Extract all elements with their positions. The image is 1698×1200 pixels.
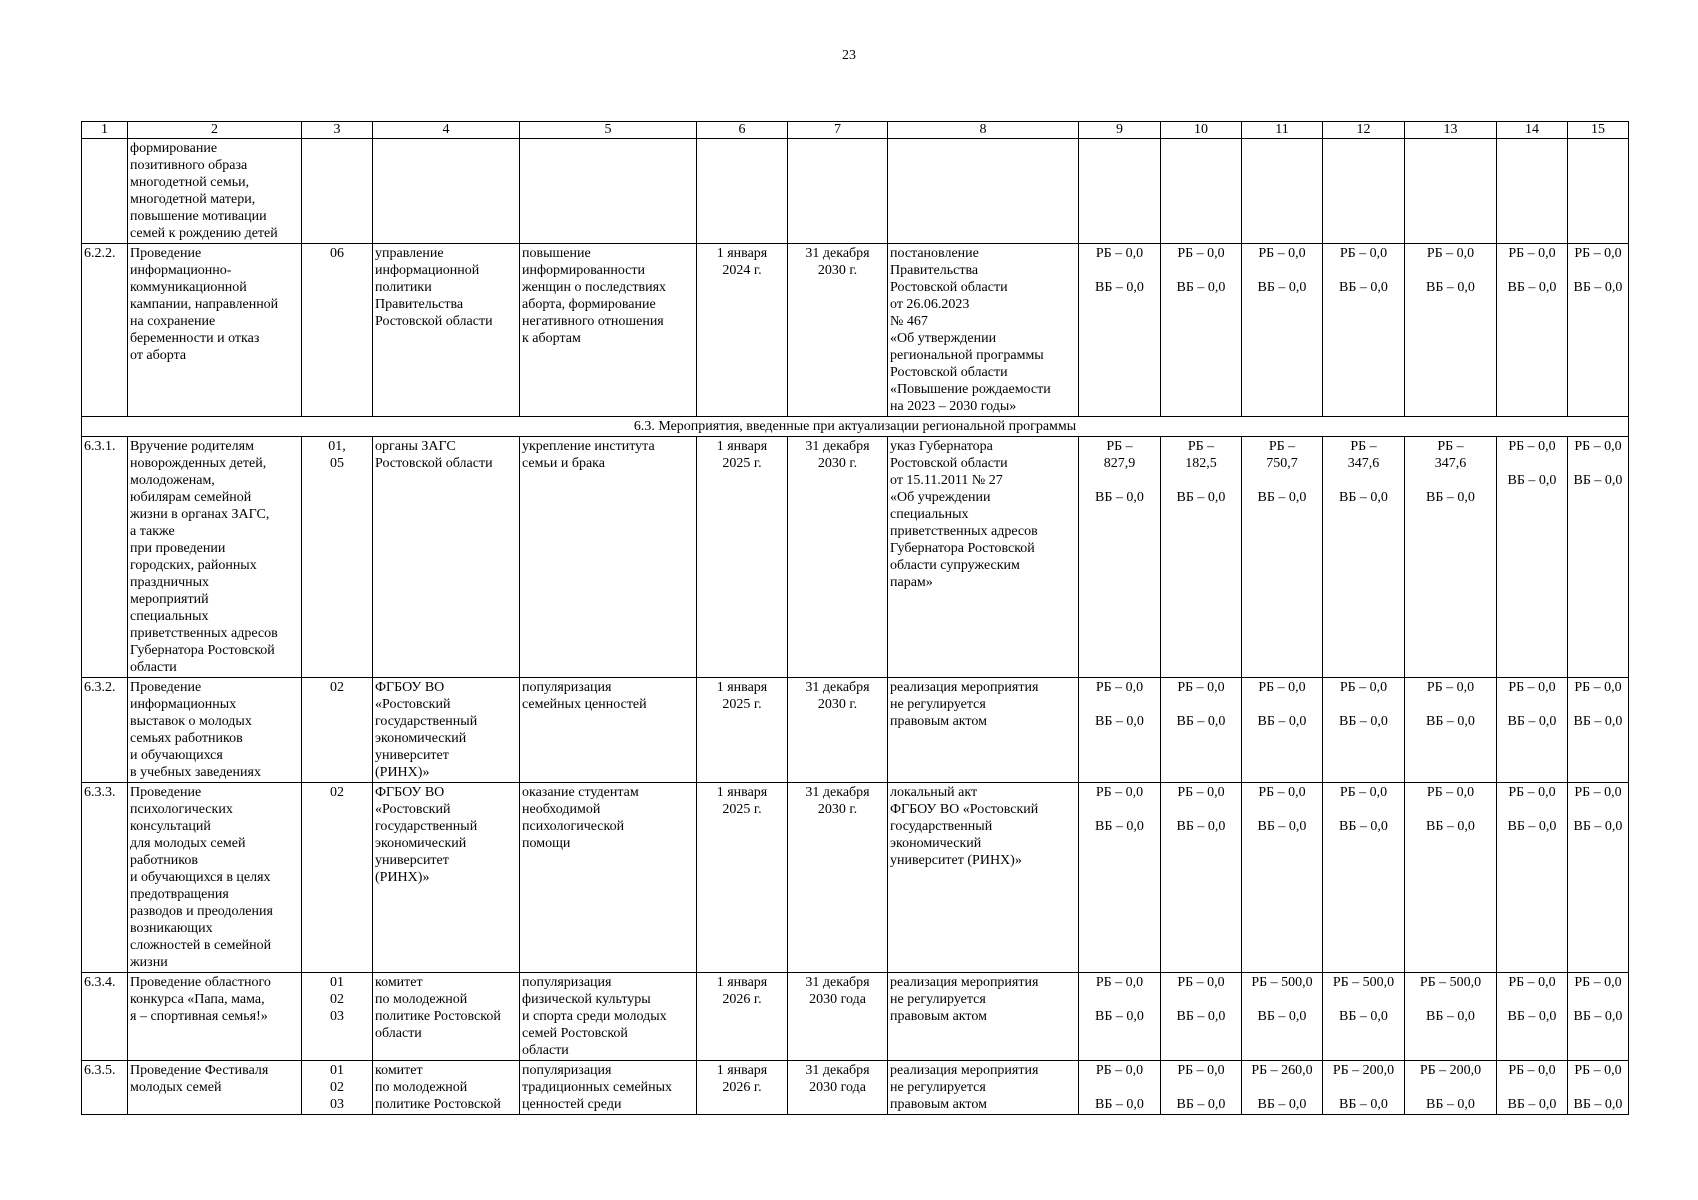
funding-cell-col-10 bbox=[1161, 139, 1242, 244]
legal-act-cell: реализация мероприятия не регулируется правовым актом bbox=[888, 1061, 1079, 1115]
funding-cell-col-14: РБ – 0,0 ВБ – 0,0 bbox=[1497, 973, 1568, 1061]
column-number-13: 13 bbox=[1405, 122, 1497, 139]
funding-cell-col-13: РБ – 347,6 ВБ – 0,0 bbox=[1405, 437, 1497, 678]
executor-cell: ФГБОУ ВО «Ростовский государственный экономический университет (РИНХ)» bbox=[373, 783, 520, 973]
table-row bbox=[82, 678, 1629, 783]
end-date-cell: 31 декабря 2030 г. bbox=[788, 244, 888, 417]
funding-cell-col-10: РБ – 0,0 ВБ – 0,0 bbox=[1161, 783, 1242, 973]
code-cell: 02 bbox=[302, 783, 373, 973]
executor-cell: органы ЗАГС Ростовской области bbox=[373, 437, 520, 678]
measure-name-cell: формирование позитивного образа многодетной семьи, многодетной матери, повышение мотивации семей к рождению детей bbox=[128, 139, 302, 244]
funding-cell-col-11: РБ – 500,0 ВБ – 0,0 bbox=[1242, 973, 1323, 1061]
start-date-cell bbox=[697, 139, 788, 244]
executor-cell bbox=[373, 139, 520, 244]
start-date-cell: 1 января 2026 г. bbox=[697, 1061, 788, 1115]
executor-cell: комитет по молодежной политике Ростовской bbox=[373, 1061, 520, 1115]
expected-result-cell: популяризация физической культуры и спорта среди молодых семей Ростовской области bbox=[520, 973, 697, 1061]
legal-act-cell: локальный акт ФГБОУ ВО «Ростовский государственный экономический университет (РИНХ)» bbox=[888, 783, 1079, 973]
funding-cell-col-12: РБ – 347,6 ВБ – 0,0 bbox=[1323, 437, 1405, 678]
column-number-1: 1 bbox=[82, 122, 128, 139]
funding-cell-col-14: РБ – 0,0 ВБ – 0,0 bbox=[1497, 783, 1568, 973]
column-number-11: 11 bbox=[1242, 122, 1323, 139]
start-date-cell: 1 января 2025 г. bbox=[697, 678, 788, 783]
funding-cell-col-9: РБ – 0,0 ВБ – 0,0 bbox=[1079, 973, 1161, 1061]
item-number-cell: 6.3.4. bbox=[82, 973, 128, 1061]
legal-act-cell: реализация мероприятия не регулируется правовым актом bbox=[888, 678, 1079, 783]
measure-name-cell: Проведение Фестиваля молодых семей bbox=[128, 1061, 302, 1115]
funding-cell-col-12: РБ – 0,0 ВБ – 0,0 bbox=[1323, 244, 1405, 417]
item-number-cell: 6.3.1. bbox=[82, 437, 128, 678]
expected-result-cell bbox=[520, 139, 697, 244]
measure-name-cell: Проведение информационных выставок о молодых семьях работников и обучающихся в учебных заведениях bbox=[128, 678, 302, 783]
column-number-7: 7 bbox=[788, 122, 888, 139]
table-body bbox=[82, 122, 1629, 1115]
funding-cell-col-9: РБ – 827,9 ВБ – 0,0 bbox=[1079, 437, 1161, 678]
end-date-cell: 31 декабря 2030 года bbox=[788, 973, 888, 1061]
legal-act-cell: постановление Правительства Ростовской области от 26.06.2023 № 467 «Об утверждении региональной программы Ростовской области «Повышение рождаемости на 2023 – 2030 годы» bbox=[888, 244, 1079, 417]
funding-cell-col-13: РБ – 200,0 ВБ – 0,0 bbox=[1405, 1061, 1497, 1115]
funding-cell-col-10: РБ – 0,0 ВБ – 0,0 bbox=[1161, 678, 1242, 783]
expected-result-cell: популяризация семейных ценностей bbox=[520, 678, 697, 783]
legal-act-cell bbox=[888, 139, 1079, 244]
table-row bbox=[82, 139, 1629, 244]
funding-cell-col-10: РБ – 0,0 ВБ – 0,0 bbox=[1161, 244, 1242, 417]
column-number-2: 2 bbox=[128, 122, 302, 139]
end-date-cell: 31 декабря 2030 г. bbox=[788, 678, 888, 783]
funding-cell-col-12 bbox=[1323, 139, 1405, 244]
funding-cell-col-14: РБ – 0,0 ВБ – 0,0 bbox=[1497, 1061, 1568, 1115]
funding-cell-col-13: РБ – 0,0 ВБ – 0,0 bbox=[1405, 678, 1497, 783]
column-number-15: 15 bbox=[1568, 122, 1629, 139]
start-date-cell: 1 января 2025 г. bbox=[697, 437, 788, 678]
page-number: 23 bbox=[842, 48, 856, 63]
column-number-9: 9 bbox=[1079, 122, 1161, 139]
executor-cell: управление информационной политики Правительства Ростовской области bbox=[373, 244, 520, 417]
expected-result-cell: повышение информированности женщин о последствиях аборта, формирование негативного отношения к абортам bbox=[520, 244, 697, 417]
end-date-cell: 31 декабря 2030 г. bbox=[788, 783, 888, 973]
funding-cell-col-9: РБ – 0,0 ВБ – 0,0 bbox=[1079, 244, 1161, 417]
start-date-cell: 1 января 2024 г. bbox=[697, 244, 788, 417]
end-date-cell: 31 декабря 2030 года bbox=[788, 1061, 888, 1115]
funding-cell-col-10: РБ – 182,5 ВБ – 0,0 bbox=[1161, 437, 1242, 678]
funding-cell-col-12: РБ – 200,0 ВБ – 0,0 bbox=[1323, 1061, 1405, 1115]
column-number-14: 14 bbox=[1497, 122, 1568, 139]
funding-cell-col-14: РБ – 0,0 ВБ – 0,0 bbox=[1497, 244, 1568, 417]
funding-cell-col-9 bbox=[1079, 139, 1161, 244]
funding-cell-col-15: РБ – 0,0 ВБ – 0,0 bbox=[1568, 678, 1629, 783]
code-cell: 01, 05 bbox=[302, 437, 373, 678]
table-row bbox=[82, 437, 1629, 678]
funding-cell-col-14: РБ – 0,0 ВБ – 0,0 bbox=[1497, 437, 1568, 678]
measures-table bbox=[81, 121, 1629, 1115]
measure-name-cell: Проведение информационно- коммуникационной кампании, направленной на сохранение беременности и отказ от аборта bbox=[128, 244, 302, 417]
table-row bbox=[82, 244, 1629, 417]
end-date-cell bbox=[788, 139, 888, 244]
funding-cell-col-9: РБ – 0,0 ВБ – 0,0 bbox=[1079, 783, 1161, 973]
legal-act-cell: указ Губернатора Ростовской области от 15.11.2011 № 27 «Об учреждении специальных приветственных адресов Губернатора Ростовской области супружеским парам» bbox=[888, 437, 1079, 678]
column-number-row bbox=[82, 122, 1629, 139]
column-number-6: 6 bbox=[697, 122, 788, 139]
measure-name-cell: Проведение областного конкурса «Папа, мама, я – спортивная семья!» bbox=[128, 973, 302, 1061]
funding-cell-col-11: РБ – 0,0 ВБ – 0,0 bbox=[1242, 783, 1323, 973]
end-date-cell: 31 декабря 2030 г. bbox=[788, 437, 888, 678]
section-title: 6.3. Мероприятия, введенные при актуализации региональной программы bbox=[82, 417, 1629, 437]
funding-cell-col-15 bbox=[1568, 139, 1629, 244]
funding-cell-col-13: РБ – 500,0 ВБ – 0,0 bbox=[1405, 973, 1497, 1061]
funding-cell-col-13: РБ – 0,0 ВБ – 0,0 bbox=[1405, 244, 1497, 417]
code-cell: 01 02 03 bbox=[302, 973, 373, 1061]
funding-cell-col-14 bbox=[1497, 139, 1568, 244]
section-header-row bbox=[82, 417, 1629, 437]
funding-cell-col-12: РБ – 500,0 ВБ – 0,0 bbox=[1323, 973, 1405, 1061]
expected-result-cell: популяризация традиционных семейных ценностей среди bbox=[520, 1061, 697, 1115]
funding-cell-col-12: РБ – 0,0 ВБ – 0,0 bbox=[1323, 783, 1405, 973]
code-cell bbox=[302, 139, 373, 244]
expected-result-cell: укрепление института семьи и брака bbox=[520, 437, 697, 678]
table-row bbox=[82, 1061, 1629, 1115]
item-number-cell bbox=[82, 139, 128, 244]
funding-cell-col-15: РБ – 0,0 ВБ – 0,0 bbox=[1568, 973, 1629, 1061]
code-cell: 02 bbox=[302, 678, 373, 783]
funding-cell-col-14: РБ – 0,0 ВБ – 0,0 bbox=[1497, 678, 1568, 783]
funding-cell-col-11: РБ – 0,0 ВБ – 0,0 bbox=[1242, 678, 1323, 783]
column-number-12: 12 bbox=[1323, 122, 1405, 139]
code-cell: 06 bbox=[302, 244, 373, 417]
start-date-cell: 1 января 2025 г. bbox=[697, 783, 788, 973]
funding-cell-col-9: РБ – 0,0 ВБ – 0,0 bbox=[1079, 678, 1161, 783]
funding-cell-col-13 bbox=[1405, 139, 1497, 244]
funding-cell-col-11 bbox=[1242, 139, 1323, 244]
funding-cell-col-11: РБ – 260,0 ВБ – 0,0 bbox=[1242, 1061, 1323, 1115]
expected-result-cell: оказание студентам необходимой психологической помощи bbox=[520, 783, 697, 973]
funding-cell-col-11: РБ – 750,7 ВБ – 0,0 bbox=[1242, 437, 1323, 678]
column-number-8: 8 bbox=[888, 122, 1079, 139]
measure-name-cell: Вручение родителям новорожденных детей, молодоженам, юбилярам семейной жизни в органах ЗАГС, а также при проведении городских, районных праздничных мероприятий специальных приветственных адресов Губернатора Ростовской области bbox=[128, 437, 302, 678]
code-cell: 01 02 03 bbox=[302, 1061, 373, 1115]
funding-cell-col-15: РБ – 0,0 ВБ – 0,0 bbox=[1568, 244, 1629, 417]
measure-name-cell: Проведение психологических консультаций для молодых семей работников и обучающихся в целях предотвращения разводов и преодоления возникающих сложностей в семейной жизни bbox=[128, 783, 302, 973]
funding-cell-col-15: РБ – 0,0 ВБ – 0,0 bbox=[1568, 783, 1629, 973]
executor-cell: ФГБОУ ВО «Ростовский государственный экономический университет (РИНХ)» bbox=[373, 678, 520, 783]
funding-cell-col-13: РБ – 0,0 ВБ – 0,0 bbox=[1405, 783, 1497, 973]
table-row bbox=[82, 783, 1629, 973]
funding-cell-col-15: РБ – 0,0 ВБ – 0,0 bbox=[1568, 437, 1629, 678]
legal-act-cell: реализация мероприятия не регулируется правовым актом bbox=[888, 973, 1079, 1061]
column-number-4: 4 bbox=[373, 122, 520, 139]
column-number-3: 3 bbox=[302, 122, 373, 139]
item-number-cell: 6.3.2. bbox=[82, 678, 128, 783]
table-row bbox=[82, 973, 1629, 1061]
funding-cell-col-15: РБ – 0,0 ВБ – 0,0 bbox=[1568, 1061, 1629, 1115]
funding-cell-col-10: РБ – 0,0 ВБ – 0,0 bbox=[1161, 1061, 1242, 1115]
item-number-cell: 6.3.5. bbox=[82, 1061, 128, 1115]
funding-cell-col-10: РБ – 0,0 ВБ – 0,0 bbox=[1161, 973, 1242, 1061]
item-number-cell: 6.3.3. bbox=[82, 783, 128, 973]
funding-cell-col-12: РБ – 0,0 ВБ – 0,0 bbox=[1323, 678, 1405, 783]
item-number-cell: 6.2.2. bbox=[82, 244, 128, 417]
column-number-5: 5 bbox=[520, 122, 697, 139]
column-number-10: 10 bbox=[1161, 122, 1242, 139]
executor-cell: комитет по молодежной политике Ростовской области bbox=[373, 973, 520, 1061]
funding-cell-col-9: РБ – 0,0 ВБ – 0,0 bbox=[1079, 1061, 1161, 1115]
funding-cell-col-11: РБ – 0,0 ВБ – 0,0 bbox=[1242, 244, 1323, 417]
start-date-cell: 1 января 2026 г. bbox=[697, 973, 788, 1061]
